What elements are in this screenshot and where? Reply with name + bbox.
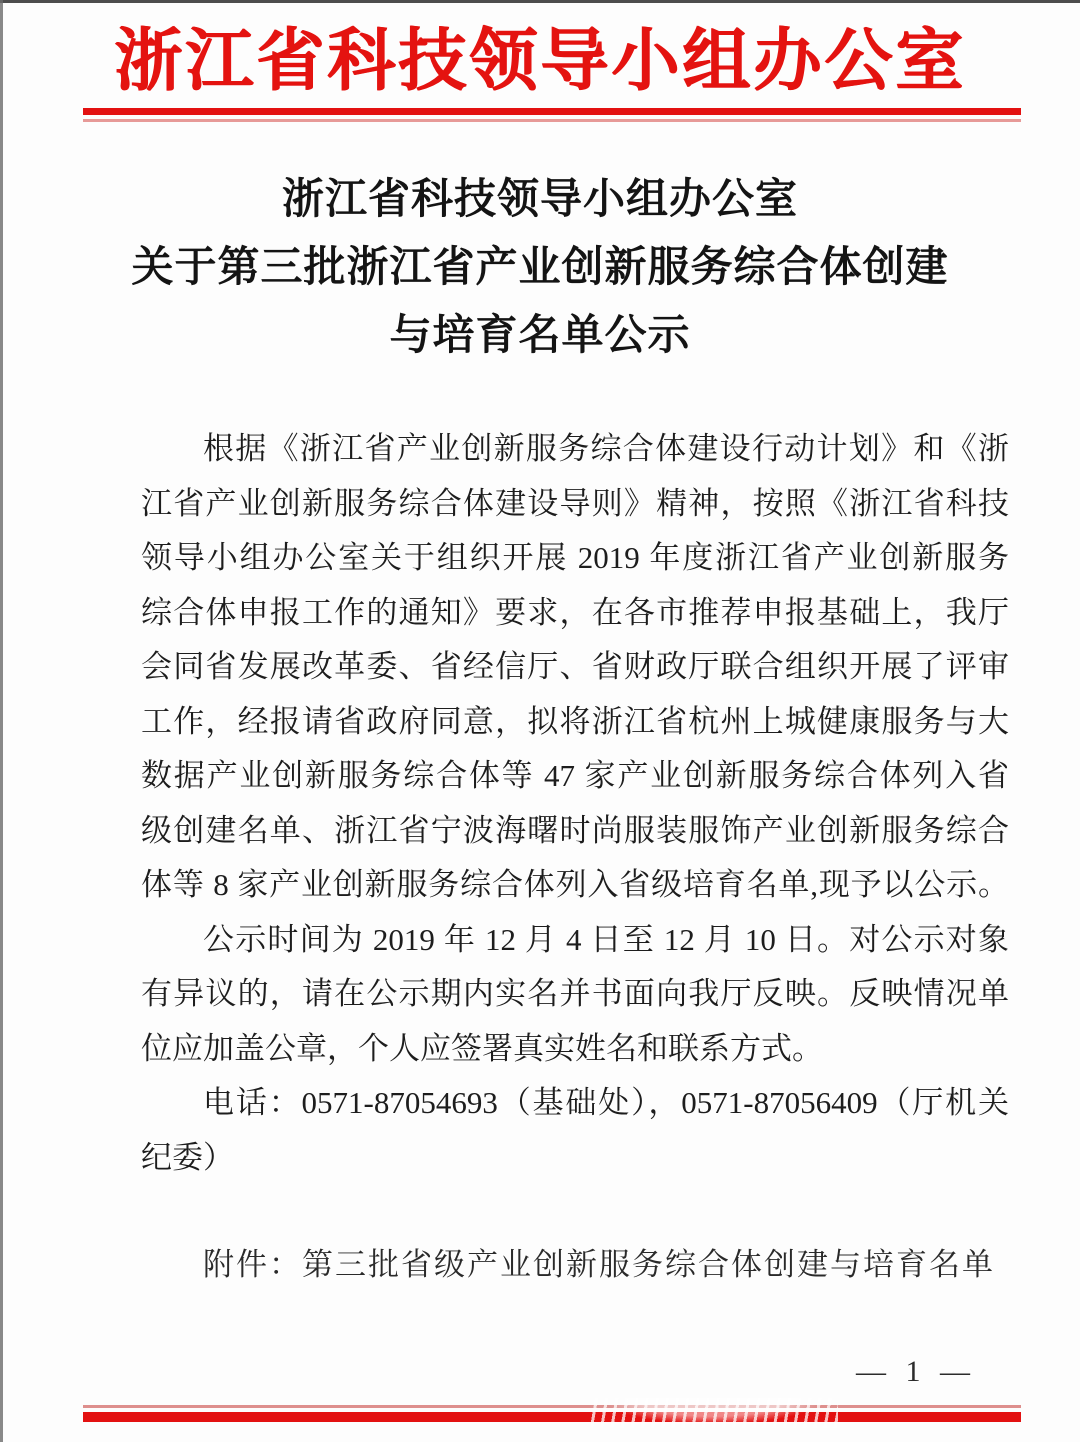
document-title-line-1: 浙江省科技领导小组办公室 — [281, 177, 798, 223]
body-line: 纪委） — [141, 1139, 234, 1175]
footer-rule-thin — [83, 1405, 1021, 1408]
scan-border-top — [0, 0, 1080, 3]
body-line: 数据产业创新服务综合体等 47 家产业创新服务综合体列入省 — [141, 758, 1009, 793]
body-line: 会同省发展改革委、省经信厅、省财政厅联合组织开展了评审 — [141, 649, 1009, 684]
body-line: 体等 8 家产业创新服务综合体列入省级培育名单,现予以公示。 — [141, 867, 1009, 902]
body-line: 工作，经报请省政府同意，拟将浙江省杭州上城健康服务与大 — [141, 703, 1009, 739]
body-line: 领导小组办公室关于组织开展 2019 年度浙江省产业创新服务 — [141, 540, 1009, 575]
footer-rule-thick — [83, 1412, 1021, 1422]
body-line: 级创建名单、浙江省宁波海曙时尚服装服饰产业创新服务综合 — [141, 812, 1009, 848]
document-title-line-2: 关于第三批浙江省产业创新服务综合体创建 — [131, 245, 949, 291]
document-title-line-3: 与培育名单公示 — [389, 313, 691, 359]
body-line: 电话：0571-87054693（基础处），0571-87056409（厅机关 — [203, 1085, 1009, 1120]
document-title — [0, 166, 1080, 370]
body-line: 江省产业创新服务综合体建设导则》精神，按照《浙江省科技 — [141, 485, 1009, 521]
document-body — [141, 422, 1009, 1185]
body-line: 有异议的，请在公示期内实名并书面向我厅反映。反映情况单 — [141, 976, 1009, 1011]
body-line: 公示时间为 2019 年 12 月 4 日至 12 月 10 日。对公示对象 — [203, 921, 1009, 957]
letterhead-rule-thick — [83, 108, 1021, 115]
attachment-line: 附件：第三批省级产业创新服务综合体创建与培育名单 — [203, 1247, 995, 1282]
body-line: 位应加盖公章，个人应签署真实姓名和联系方式。 — [141, 1030, 823, 1066]
letterhead-org-name: 浙江省科技领导小组办公室 — [113, 23, 966, 99]
body-line: 根据《浙江省产业创新服务综合体建设行动计划》和《浙 — [203, 431, 1009, 466]
letterhead-rule-thin — [83, 119, 1021, 122]
body-line: 综合体申报工作的通知》要求，在各市推荐申报基础上，我厅 — [141, 594, 1009, 630]
page-number: — 1 — — [856, 1355, 976, 1388]
